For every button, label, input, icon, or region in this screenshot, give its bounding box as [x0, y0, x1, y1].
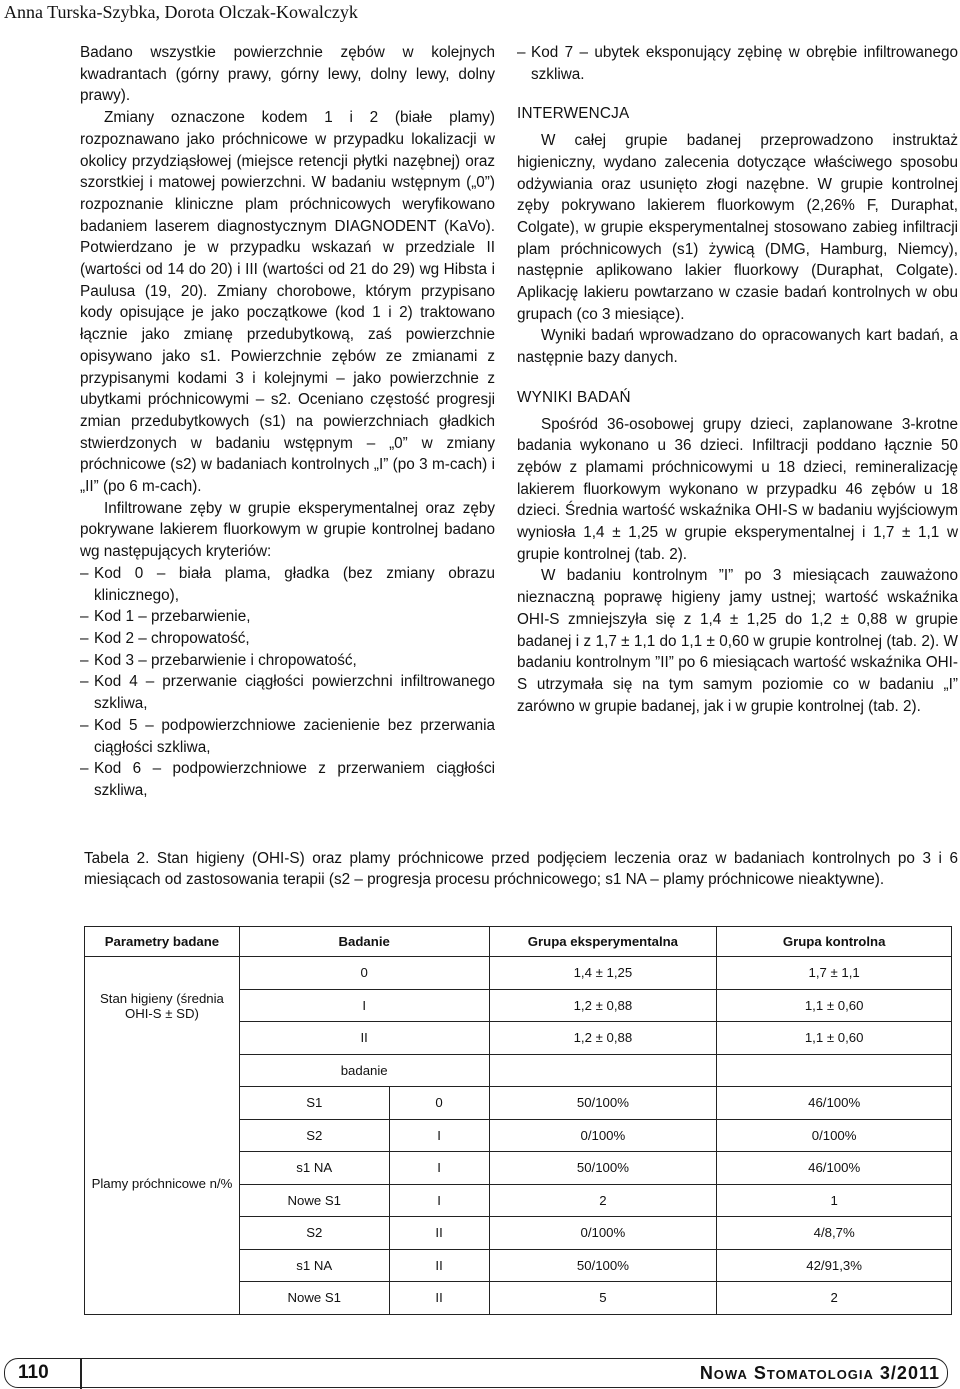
table-cell: 0/100%: [489, 1217, 717, 1250]
criteria-list: [80, 563, 495, 802]
hygiene-label: Stan higieny (średnia OHI-S ± SD): [85, 957, 240, 1055]
table-cell: 46/100%: [717, 1152, 952, 1185]
journal-title: Nowa Stomatologia 3/2011: [699, 1363, 940, 1383]
criteria-item: – Kod 5 – podpowierzchniowe zacienienie bez przerwania ciągłości szkliwa,: [80, 715, 495, 758]
table-cell: s1 NA: [239, 1152, 389, 1185]
criteria-item: – Kod 6 – podpowierzchniowe z przerwaniem ciągłości szkliwa,: [80, 758, 495, 801]
paragraph: Spośród 36-osobowej grupy dzieci, zaplanowane 3-krotne badania wykonano u 36 dzieci. Infiltracji poddano łącznie 50 zębów z plamami próchnicowymi u 18 dzieci, remineralizację lakierem fluorkowym wykonano w przypadku 46 zębów u 18 dzieci. Średnia wartość wskaźnika OHI-S w badaniu wyjściowym wyniosła 1,4 ± 1,25 w grupie eksperymentalnej i 1,7 ± 1,1 w grupie kontrolnej (tab. 2).: [517, 415, 958, 563]
criteria-item: – Kod 2 – chropowatość,: [80, 628, 495, 650]
table-cell: 50/100%: [489, 1249, 717, 1282]
paragraph: Infiltrowane zęby w grupie eksperymentalnej oraz zęby pokrywane lakierem fluorkowym w grupie kontrolnej badano wg następujących kryteriów:: [80, 499, 495, 561]
section-heading-results: WYNIKI BADAŃ: [517, 388, 631, 406]
caries-label: Plamy próchnicowe n/%: [85, 1054, 240, 1314]
paragraph: Wyniki badań wprowadzano do opracowanych kart badań, a następnie bazy danych.: [517, 327, 958, 367]
section-heading-intervention: INTERWENCJA: [517, 105, 630, 123]
criteria-item: – Kod 3 – przebarwienie i chropowatość,: [80, 650, 495, 672]
table-cell: 0: [389, 1087, 489, 1120]
table-cell: 2: [489, 1184, 717, 1217]
criteria-item: – Kod 7 – ubytek eksponujący zębinę w obrębie infiltrowanego szkliwa.: [517, 42, 958, 85]
table-cell: 1,1 ± 0,60: [717, 1022, 952, 1055]
right-column: [517, 42, 958, 717]
page-number: 110: [18, 1362, 49, 1383]
table-cell: 50/100%: [489, 1152, 717, 1185]
criteria-item: – Kod 0 – biała plama, gładka (bez zmiany obrazu klinicznego),: [80, 563, 495, 606]
table-cell: 0/100%: [717, 1119, 952, 1152]
table-cell: [489, 1054, 717, 1087]
table-header-cell: Grupa kontrolna: [717, 927, 952, 957]
table-cell: II: [389, 1249, 489, 1282]
table-header-cell: Parametry badane: [85, 927, 240, 957]
table-cell: 0/100%: [489, 1119, 717, 1152]
table-cell: I: [389, 1184, 489, 1217]
criteria-item: – Kod 1 – przebarwienie,: [80, 606, 495, 628]
table-cell: s1 NA: [239, 1249, 389, 1282]
table-cell: 1,4 ± 1,25: [489, 957, 717, 990]
table-cell: 4/8,7%: [717, 1217, 952, 1250]
table-cell: II: [389, 1217, 489, 1250]
results-table: [84, 926, 952, 1315]
table-row: [85, 1054, 952, 1087]
footer-divider: [80, 1358, 82, 1389]
table-cell: 2: [717, 1282, 952, 1315]
paragraph: Zmiany oznaczone kodem 1 i 2 (białe plamy) rozpoznawano jako próchnicowe w przypadku lokalizacji w okolicy przydziąsłowej (miejsce retencji płytki nazębnej) oraz szorstkiej i matowej powierzchni. W badaniu wstępnym („0”) rozpoznanie kliniczne plam próchnicowych weryfikowano badaniem laserem diagnostycznym DIAGNODENT (KaVo). Potwierdzano je w przypadku wskazań w przedziale II (wartości od 14 do 20) i III (wartości od 21 do 29) wg Hibsta i Paulusa (19, 20). Zmiany chorobowe, którym przypisano kody opisujące je jako początkowe (kod 1 i 2) traktowano łącznie jako zmianę przedubytkową, zaś powierzchnie opisywano jako s1. Powierzchnie zębów ze zmianami z przypisanymi kodami 3 i kolejnymi – jako powierzchnie z ubytkami próchnicowymi – s2. Oceniano częstość progresji zmian przedubytkowych (s1) na powierzchniach gładkich stwierdzonych w badaniu wstępnym – „0” w zmiany próchnicowe (s2) w badaniach kontrolnych „I” (po 3 m-cach) i „II” (po 6 m-cach).: [80, 109, 495, 496]
table-header-cell: Grupa eksperymentalna: [489, 927, 717, 957]
table-cell: II: [239, 1022, 489, 1055]
table-cell: 1: [717, 1184, 952, 1217]
paragraph: W badaniu kontrolnym ”I” po 3 miesiącach zauważono nieznaczną poprawę higieny jamy ustnej; wartość wskaźnika OHI-S zmniejszyła się z 1,4 ± 1,25 do 1,2 ± 0,88 w grupie badanej i z 1,7 ± 1,1 do 1,1 ± 0,60 w grupie kontrolnej (tab. 2). W badaniu kontrolnym ”II” po 6 miesiącach wartość wskaźnika OHI-S utrzymała się na tym samym poziomie co w badaniu „I” zarówno w grupie badanej, jak i w grupie kontrolnej (tab. 2).: [517, 567, 958, 715]
criteria-item: – Kod 4 – przerwanie ciągłości powierzchni infiltrowanego szkliwa,: [80, 671, 495, 714]
table-cell: 1,2 ± 0,88: [489, 1022, 717, 1055]
left-column: [80, 42, 495, 802]
table-cell: 42/91,3%: [717, 1249, 952, 1282]
table-cell: S2: [239, 1217, 389, 1250]
paragraph: W całej grupie badanej przeprowadzono instruktaż higieniczny, wydano zalecenia dotyczące właściwego sposobu odżywiania oraz usunięto złogi nazębne. W grupie kontrolnej zęby pokrywano lakierem fluorkowym (2,26% F, Duraphat, Colgate), w grupie eksperymentalnej stosowano zabieg infiltracji plam próchnicowych (s1) żywicą (DMG, Hamburg, Niemcy), następnie aplikowano lakier fluorkowy (Duraphat, Colgate). Aplikację lakieru powtarzano w czasie badań kontrolnych w obu grupach (co 3 miesiące).: [517, 132, 958, 323]
running-head-authors: Anna Turska-Szybka, Dorota Olczak-Kowalczyk: [4, 2, 358, 22]
table-cell: 1,1 ± 0,60: [717, 989, 952, 1022]
paragraph: Badano wszystkie powierzchnie zębów w kolejnych kwadrantach (górny prawy, górny lewy, dolny lewy, dolny prawy).: [80, 44, 495, 105]
table-cell: 1,2 ± 0,88: [489, 989, 717, 1022]
table-cell: 0: [239, 957, 489, 990]
table-caption: Tabela 2. Stan higieny (OHI-S) oraz plamy próchnicowe przed podjęciem leczenia oraz w badaniach kontrolnych po 3 i 6 miesiącach od zastosowania terapii (s2 – progresja procesu próchnicowego; s1 NA – plamy próchnicowe nieaktywne).: [84, 850, 958, 889]
table-cell: 50/100%: [489, 1087, 717, 1120]
table-cell: I: [239, 989, 489, 1022]
table-cell: [717, 1054, 952, 1087]
criteria-list-continued: [517, 42, 958, 85]
table-cell: 46/100%: [717, 1087, 952, 1120]
table-cell: I: [389, 1152, 489, 1185]
table-cell: II: [389, 1282, 489, 1315]
table-cell: I: [389, 1119, 489, 1152]
table-cell: Nowe S1: [239, 1282, 389, 1315]
table-row: [85, 957, 952, 990]
table-cell: 1,7 ± 1,1: [717, 957, 952, 990]
table-header-row: [85, 927, 952, 957]
table-cell: S1: [239, 1087, 389, 1120]
table-subheader-cell: badanie: [239, 1054, 489, 1087]
table-header-cell: Badanie: [239, 927, 489, 957]
table-cell: 5: [489, 1282, 717, 1315]
table-cell: S2: [239, 1119, 389, 1152]
table-cell: Nowe S1: [239, 1184, 389, 1217]
